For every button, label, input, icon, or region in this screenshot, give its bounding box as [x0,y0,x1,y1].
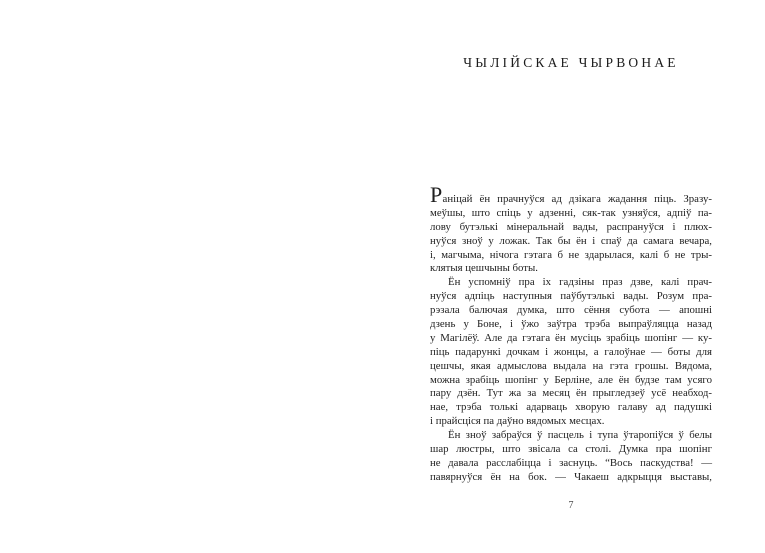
text-line: лову бутэлькі мінеральнай вады, распрануўся і плюх- [430,220,712,233]
text-line: і, магчыма, нічога гэтага б не здарылася, калі б не тры- [430,248,712,261]
text-line: шар люстры, што звісала са столі. Думка пра шопінг [430,443,712,456]
text-line: нуўся адпіць наступныя паўбутэлькі вады. Розум пра- [430,290,712,303]
text-line: не давала расслабіцца і заснуць. “Вось паскудства! — [430,456,712,469]
drop-cap: Р [430,182,443,207]
text-line: Ён успомніў пра іх гадзіны праз дзве, калі прач- [448,276,712,289]
text-line: цешчы, якая адмыслова выдала на гэта грошы. Вядома, [430,359,712,372]
text-line: Раніцай ён прачнуўся ад дзікага жадання піць. Зразу- [430,182,712,207]
text-line: пару дзён. Тут жа за месяц ён прыгледзеў усё неабход- [430,387,712,400]
text-line: Ён зноў забраўся ў пасцель і тупа ўтаропіўся ў белы [448,429,712,442]
text-line: меўшы, што спіць у адзенні, сяк-так узняўся, адпіў па- [430,206,712,219]
body-text [430,182,712,485]
right-page [430,0,712,553]
text-line: павярнуўся ён на бок. — Чакаеш адкрыцця выставы, [430,470,712,483]
text-line: клятыя цешчыны боты. [430,262,538,275]
text-line: у Магілёў. Але да гэтага ён мусіць зрабіць шопінг — ку- [430,331,712,344]
text-line: піць падарункі дочкам і жонцы, а галоўнае — боты для [430,345,712,358]
text-line: нае, трэба толькі адарваць хворую галаву ад падушкі [430,401,712,414]
text-line: дзень у Боне, і ўжо заўтра трэба выпраўляцца назад [430,318,712,331]
text-line: і прайсціся па даўно вядомых месцах. [430,415,605,428]
chapter-title: ЧЫЛІЙСКАЕ ЧЫРВОНАЕ [463,55,679,70]
text-line: нуўся зноў у ложак. Так бы ён і спаў да самага вечара, [430,234,712,247]
text-line: рэзала балючая думка, што сёння субота — апошні [430,304,712,317]
text-line: можна зрабіць шопінг у Берліне, але ён будзе там усяго [430,373,712,386]
page-number: 7 [568,500,574,511]
